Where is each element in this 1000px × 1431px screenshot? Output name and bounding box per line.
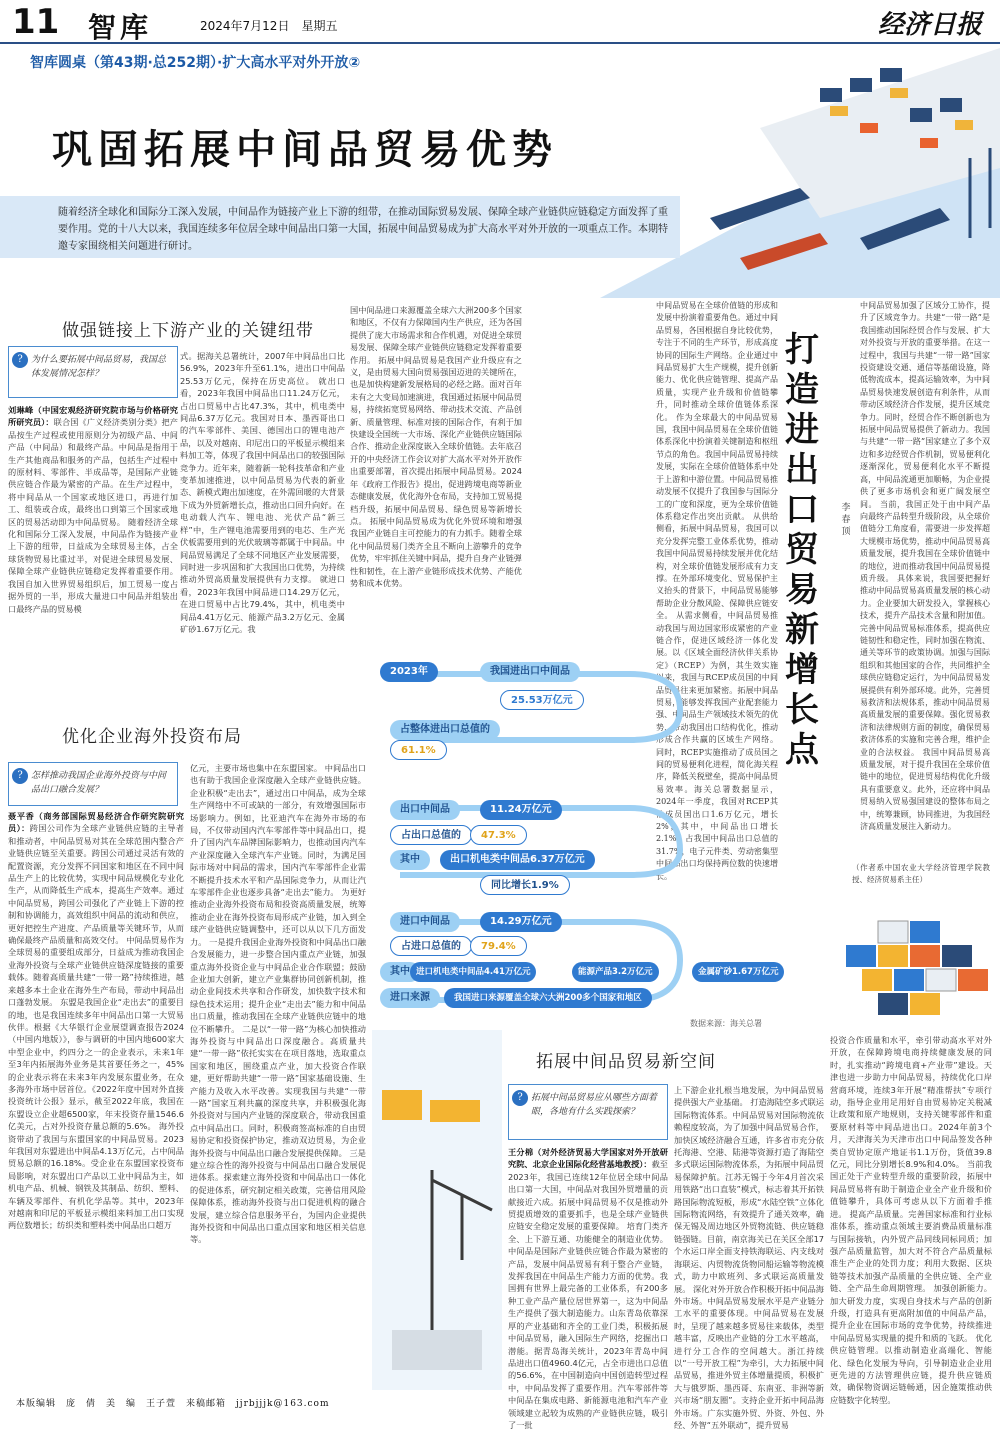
- section4-col1: [508, 1146, 668, 1430]
- ig-import-share-label: 占进口总值的: [390, 936, 472, 956]
- ig-export-sub: 出口机电类中间品6.37万亿元: [440, 850, 595, 870]
- section2-title: 优化企业海外投资布局: [62, 727, 242, 747]
- newspaper-logo: 经济日报: [877, 10, 982, 40]
- masthead: [0, 0, 1000, 44]
- question-icon: ?: [512, 1090, 528, 1106]
- section1-col1-text: 联合国《广义经济类别分类》把产品按生产过程或使用原则分为初级产品、中间产品（中间品）和最终产品。中间品是指用于生产其他商品和服务的产品，包括生产过程中的原材料、零部件、半成品等，是国际产业链供应链合作最为紧密的产品。在生产过程中，将中间品从一个国家或地区进口，再进行加工、组装或合成，最终出口到第三个国家或地区的贸易活动即为中间品贸易。 随着经济全球化和国际分工深入发展，中间品作为链接产业上下游的纽带，日益成为全球贸易主体，占全球货物贸易比重过半，对促进全球贸易发展、保障全球产业链供应链稳定发挥着重要作用。我国自加入世界贸易组织后，加工贸易一度占据外贸的一半，形成大量进口中间品并组装出口最终产品的贸易模: [8, 417, 178, 614]
- ig-total-label: 我国进出口中间品: [480, 662, 580, 682]
- section2-col1-text: 跨国公司作为全球产业链供应链的主导者和推动者，中间品贸易对其在全球范围内整合产业链供应链至关重要。跨国公司通过灵活有效的配置资源，充分发挥不同国家和地区在不同中间品生产上的比较优势，实现中间品规模化专业化生产，从而降低生产成本，提高生产效率。通过中间品贸易，跨国公司强化了产业链上下游的控制和协调能力，高效组织中间品的流动和供应，更好把控生产进度、产品质量等关键环节，从而确保最终产品质量和高效交付。 中间品贸易作为全球贸易的重要组成部分，日益成为推动我国企业海外投资与全球产业链供应链深度链接的重要载体。随着高质量共建“一带一路”持续推进，越来越多本土企业在海外生产布局，带动中间品出口蓬勃发展。 东盟是我国企业“走出去”的重要目的地，也是我国连续多年中间品出口第一大贸易伙伴。根据《大华银行企业展望调查报告2024（中国内地版）》，参与调研的中国内地600家大中型企业中，约四分之一的企业表示，未来1年至3年内拓展海外业务是其首要任务之一，45%的企业表示将在未来3年内发展东盟业务，在众多海外市场中居首位。《2022年度中国对外直接投资统计公报》显示，截至2022年底，我国在东盟设立企业超6500家，年末投资存量1546.6亿美元，占对外投资存量总额的5.6%。 海外投资带动了我国与东盟国家的中间品贸易。2023年我国对东盟进出中间品4.13万亿元，占中间品贸易总额的16.18%。受企业在东盟国家投资布局影响，对东盟出口产品以工业中间品为主，如机电产品、机械、钢铁及其制品、纺织、塑料、车辆及零部件、有机化学品等。其中，2023年对越南和印尼的平板显示模组来料加工出口实现两位数增长；纺织类和塑料类中间品出口超万: [8, 823, 184, 1231]
- section1-col1: [8, 404, 178, 654]
- section2-author: 聂平香（商务部国际贸易经济合作研究院研究员）：: [8, 811, 184, 834]
- ig-import-label: 进口中间品: [390, 912, 460, 932]
- section1-question: [8, 346, 178, 398]
- question-icon: ?: [12, 768, 28, 784]
- section4-col3: 投资合作质量和水平，牵引带动高水平对外开放，在保障跨境电商持续健康发展的同时，扎实推动“跨境电商+产业带”建设。天津也进一步助力中间品贸易，持续优化口岸营商环境，连续3年开展“精准帮扶”专项行动，指导企业用足用好自由贸易协定关税减让政策和原产地规则，支持关键零部件和重要原材料等中间品进出口。2024年前3个月，天津海关为天津市出口中间品签发各种类自贸协定原产地证书1.1万份，货值39.8亿元，同比分别增长8.9%和4.0%。 当前我国正处于产业转型升级的重要阶段，拓展中间品贸易将有助于制造企业全产业升级和价值链攀升，具体可考虑从以下方面着手推进。 提高产品质量。完善国家标准和行业标准体系，推动重点领域主要消费品质量标准与国际接轨，内外贸产品同线同标同质；加强产品质量监管，加大对不符合产品质量标准生产企业的处罚力度；利用大数据、区块链等技术加强产品质量的全供应链、全产业链、全产品生命周期管理。 加强创新能力。加大研发力度，实现自身技术与产品的创新升级，打造具有更高附加值的中间品产品，提升企业在国际市场的竞争优势，持续推进中间品贸易实现量的提升和质的飞跃。 优化供应链管理。以推动制造业高端化、智能化、绿色化发展为导向，引导制造业企业用更先进的方法管理供应链，提升供应链质效，确保物资调运链畅通，因企施策推动供应链数字化转型。: [830, 1035, 992, 1405]
- container-stack-illustration: [826, 905, 996, 1023]
- forum-line: 智库圆桌（第43期·总252期）·扩大高水平对外开放②: [30, 55, 361, 71]
- section1-question-text: 为什么要拓展中间品贸易，我国总体发展情况怎样？: [31, 355, 167, 379]
- ig-year: 2023年: [380, 662, 438, 682]
- section3-byline: 李春顶: [841, 503, 851, 537]
- section4-author: 王分棉（对外经济贸易大学国家对外开放研究院、北京企业国际化经营基地教授）：: [508, 1147, 668, 1170]
- section2-question-text: 怎样推动我国企业海外投资与中间品出口融合发展？: [31, 771, 167, 795]
- ig-export-label: 出口中间品: [390, 800, 460, 820]
- ig-origin: 我国进口来源覆盖全球六大洲200多个国家和地区: [444, 988, 652, 1008]
- page-headline: 巩固拓展中间品贸易优势: [52, 126, 558, 173]
- section2-question: [8, 762, 178, 806]
- port-illustration: [560, 48, 1000, 298]
- section-name: 智库: [88, 11, 153, 44]
- ig-source: 数据来源：海关总署: [690, 1019, 762, 1028]
- trade-infographic: [380, 660, 810, 1030]
- section3-col1-top: 中间品贸易在全球价值链的形成和发展中扮演着重要角色。通过中间品贸易，各国根据自身比较优势，专注于不同的生产环节，形成高度协同的国际生产网络。企业通过中间品贸易扩大生产规模，提升创新能力、优化供应链管理、提高产品质量，实现产业升级和价值链攀升，同时推动全球价值链体系深化。 作为全球最大的中间品贸易国，我国中间品贸易在全球价值链体系深化中扮演着关键制造和枢纽节点的角色。我国中间品贸易持续发展，实际在全球价值链体系中处于上游和中游位置。中间品贸易推动发展不仅提升了我国参与国际分工的广度和深度，更为全球价值链体系稳定作出突出贡献。 从供给侧看，拓展中间品贸易，我国可以充分发挥完整工业体系优势，推动我国中间品贸易持续发展并优化结构，对全球价值链发展形成有力支撑。在外部环境变化、贸易保护主义抬头的背景下，中间品贸易能够帮助企业分散风险、保障供应链安全。 从需求侧看，中间品贸易推动我国与周边国家形成紧密的产业链合作，促进区域经济一体化发展。以《区域全面经济伙伴关系协定》（RCEP）为例，其生效实施以来，我国与RCEP成员国的中间品贸易往来更加紧密。拓展中间品贸易，能够发挥我国产业配套能力强、中间品生产领域技术领先的优势，带动我国出口结构优化，推动形成合作共赢的区域生产网络。 同时，RCEP实施推动了成员国之间的贸易便利化进程，简化海关程序，降低关税壁垒，提高中间品贸易效率。海关总署数据显示，2024年一季度，我国对RCEP其他成员国出口1.6万亿元，增长2%，其中，中间品出口增长2.1%，占我国中间品出口总值的31.7%，电子元件类、劳动密集型中间品出口均保持两位数的快速增长。: [656, 301, 778, 881]
- ig-export-value: 11.24万亿元: [480, 800, 562, 820]
- section3-col2: 中间品贸易加强了区域分工协作，提升了区域竞争力。共建“一带一路”是我国推动国际经贸合作与发展、扩大对外投资与开放的重要举措。在这一过程中，我国与共建“一带一路”国家投资建设交通、通信等基础设施，降低物流成本，提高运输效率，为中间品贸易快速发展创造有利条件，从而带动区域经济合作发展，提升区域竞争力。同时，经贸合作不断创新也为拓展中间品贸易提供了新动力。我国与共建“一带一路”国家建立了多个双边和多边经贸合作机制，贸易便利化逐渐深化，贸易便利化水平不断提高，中间品流通更加顺畅，为企业提供了更多市场机会和更广阔发展空间。 当前，我国正处于由中间产品向最终产品转型升级阶段，从全球价值链分工角度看，需要进一步发挥超大规模市场优势，推动中间品贸易高质量发展，提升我国在全球价值链中的地位，进而推动我国中间品贸易提质升级。 具体来说，我国要把握好推动中间品贸易高质量发展的核心动力。企业要加大研发投入，掌握核心技术，提升产品技术含量和附加值。完善中间品贸易标准体系，提高供应链韧性和稳定性，同时加强在物流、通关等环节的政策协调。加强与国际组织和其他国家的合作，共同维护全球供应链稳定运行，为中间品贸易发展提供有利外部环境。此外，完善贸易救济和法规体系，推动中间品贸易高质量发展的重要保障。强化贸易救济和法律规则方面的制度，确保贸易救济体系的实施和完善合理，维护企业的合法权益。 我国中间品贸易高质量发展，对于提升我国在全球价值链中的地位，促进贸易结构优化升级具有重要意义。此外，还应将中间品贸易纳入贸易强国建设的整体布局之中，统筹兼顾，协同推进，为我国经济高质量发展注入新动力。: [860, 301, 990, 832]
- section2-col2: 亿元，主要市场也集中在东盟国家。 中间品出口也有助于我国企业深度融入全球产业链供应链。企业积极“走出去”，通过出口中间品，成为全球生产网络中不可或缺的一部分，有效增强国际市场影响力。例如，比亚迪汽车在海外市场的布局，不仅带动国内汽车零部件等中间品出口，提升了国内汽车品牌国际影响力，也推动国内汽车产业深度融入全球汽车产业链。同时，为满足国际市场对中间品的需求，国内汽车零部件企业需不断提升技术水平和产品国际竞争力，从而让汽车零部件企业也逐步具备“走出去”能力。 为更好推动企业海外投资布局和投资高质量发展，统筹推动企业在海外投资布局形成产业链，加入到全球产业链供应链调整中，还可以从以下几方面发力。 一是提升我国企业海外投资和中间品出口融合发展能力，进一步整合国内重点产业链，加强重点海外投资企业与中间品企业合作联盟；鼓励企业加大创新，建立产业集群协同创新机制，推动企业间技术共享和合作研发，加快数字技术和绿色技术运用；提升企业“走出去”能力和中间品出口质量，推动我国在全球产业链供应链中的地位不断攀升。 二是以“一带一路”为核心加快推动海外投资与中间品出口深度融合。高质量共建“一带一路”依托实实在在项目落地，选取重点国家和地区，围绕重点产业，加大投资合作联建，更好帮助共建“一带一路”国家基础设施、生产能力及收入水平改善。实现我国与共建“一带一路”国家互利共赢的深度共享，并积极强化海外投资对与国内产业链的深度联合，带动我国重点中间品出口。同时，积极商签高标准的自由贸易协定和投资保护协定，推动双边贸易，为企业海外投资与中间品出口融合发展提供保障。 三是建立综合性的海外投资与中间品出口融合发展促进体系。探索建立海外投资和中间品出口一体化的促进体系，研究制定相关政策，完善信用风险保障体系，推动海外投资与出口促进机构的融合发展，建立综合信息服务平台，为国内企业提供海外投资和中间品出口重点国家和地区相关信息等。: [190, 763, 366, 1245]
- ig-import-share: 79.4%: [470, 936, 527, 956]
- ig-import-item-2: 能源产品3.2万亿元: [572, 962, 659, 982]
- question-icon: ?: [12, 352, 28, 368]
- ig-import-item-1: 进口机电类中间品4.41万亿元: [410, 962, 536, 982]
- ig-origin-label: 进口来源: [380, 988, 440, 1008]
- ig-total-share: 61.1%: [390, 740, 447, 760]
- section1-col3: 国中间品进口来源覆盖全球六大洲200多个国家和地区，不仅有力保障国内生产供应，还为各国提供了庞大市场需求和合作机遇，对促进全球贸易发展、保障全球产业链供应链稳定发挥着重要作用。 拓展中间品贸易是我国产业升级应有之义，是由贸易大国向贸易强国迈进的关键所在，也是加快构建新发展格局的必经之路。面对百年未有之大变局加速演进，我国通过拓展中间品贸易，持续拓宽贸易网络、带动技术交流、产品创新、质量管理、标准对接的国际合作，有利于加快建设全国统一大市场、深化产业链供应链国际合作、推动企业深度嵌入全球价值链。去年底召开的中央经济工作会议对扩大高水平对外开放作出重要部署，首次提出拓展中间品贸易。2024年《政府工作报告》提出，促进跨境电商等新业态健康发展，优化海外仓布局，支持加工贸易提档升级，拓展中间品贸易、绿色贸易等新增长点。 拓展中间品贸易成为优化外贸环境和增强我国产业链自主可控能力的有力抓手。随着全球化中间品贸易门类齐全且不断向上游攀升的竞争优势，牢牢抓住关键中间品，提升自身产业链弹性和韧性，在上游产业链形成技术优势、产能优势和成本优势。: [350, 305, 522, 588]
- ig-import-item-3: 金属矿砂1.67万亿元: [692, 962, 784, 982]
- section4-question: [508, 1084, 668, 1140]
- ig-total-value: 25.53万亿元: [500, 690, 584, 710]
- port-illustration-svg: [560, 48, 1000, 298]
- ig-total-share-label: 占整体进出口总值的: [390, 720, 500, 740]
- section4-title: 拓展中间品贸易新空间: [536, 1052, 716, 1072]
- page-footer: 本版编辑 庞 倩 美 编 王子萱 来稿邮箱 jjrbjjjk@163.com: [16, 1399, 330, 1409]
- section2-col1: [8, 810, 184, 1390]
- section3-author-note: （作者系中国农业大学经济管理学院教授、经济贸易系主任）: [852, 863, 990, 885]
- section1-author: 刘琳峰（中国宏观经济研究院市场与价格研究所研究员）：: [8, 405, 178, 428]
- ig-export-share: 47.3%: [470, 825, 527, 845]
- page-number: 11: [12, 2, 60, 42]
- ig-export-growth: 同比增长1.9%: [480, 875, 570, 895]
- crane-illustration: [372, 1030, 502, 1390]
- section4-question-text: 拓展中间品贸易应从哪些方面着眼，各地有什么实践探索？: [531, 1093, 658, 1117]
- section4-col1-text: 截至2023年，我国已连续12年位居全球中间品出口第一大国，中间品对我国外贸增量的贡献接近六成。拓展中间品贸易不仅是推动外贸提质增效的重要抓手，也是全球产业链供应链安全稳定发展的重要保障。 培育门类齐全、上下游互通、功能健全的制造业优势。中间品是国际产业链供应链合作最为紧密的产品，发展中间品贸易有利于整合产业链，发挥我国在中间品生产能力方面的优势。我国拥有世界上最完备的工业体系，有200多种工业产品产量位居世界第一，这为中间品生产提供了强大制造能力。山东青岛依靠深厚的产业基础和齐全的工业门类，积极拓展中间品贸易，融入国际生产网络，挖掘出口潜能。据青岛海关统计，2023年青岛中间品进出口值4960.4亿元，占全市进出口总值的56.6%，在中国制造向中国创造转型过程中，中间品发挥了重要作用。汽车零部件等中间品在集成电路、新能源电池和汽车产业领域建立起较为成熟的产业链供应链，吸引了一批: [508, 1159, 668, 1430]
- section4-col2: 上下游企业扎根当地发展，为中间品贸易提供强大产业基础。 打造海陆空多式联运国际物流体系。中间品贸易对国际物流依赖程度较高，为了加强中间品贸易合作，加快区域经济融合互通，许多省市充分依托海港、空港、陆港等资源打造了海陆空多式联运国际物流体系，为拓展中间品贸易保障护航。江苏无锡于今年4月首次采用铁路“出口直装”模式，标志着其开拓铁路国际物流短板，形成“水陆空铁”立体化国际物流网络，有效提升了通关效率，确保无锡及周边地区外贸物流链、供应链稳链强链。目前，南京海关已在关区全部17个水运口岸全面支持铁海联运、内支线对海联运、内贸物流货物同船运输等物流模式，助力中欧班列、多式联运高质量发展。 深化对外开放合作积极开拓中间品海外市场。中间品贸易发展水平是产业链分工水平的重要体现。中间品贸易在发展时，呈现了越来越多贸易往来载体，类型越丰富，反映出产业链的分工水平越高，进行分工合作的空间越大。浙江持续以“一号开放工程”为牵引，大力拓展中间品贸易，推进外贸主体增量提质，积极扩大与俄罗斯、墨西哥、东南亚、非洲等新兴市场“朋友圈”。支持企业开拓中间品海外市场。广东实施外贸、外资、外包、外经、外智“五外联动”，提升贸易: [674, 1085, 824, 1430]
- intro-block: 随着经济全球化和国际分工深入发展，中间品作为链接产业上下游的纽带，在推动国际贸易发展、保障全球产业链供应链稳定方面发挥了重要作用。党的十八大以来，我国连续多年位居全球中间品出口第一大国，拓展中间品贸易成为扩大高水平对外开放的一项重点工作。本期特邀专家围绕相关问题进行研讨。: [0, 196, 680, 258]
- ig-export-share-label: 占出口总值的: [390, 825, 472, 845]
- ig-import-value: 14.29万亿元: [480, 912, 562, 932]
- ig-export-sub-label: 其中: [390, 850, 430, 870]
- issue-date: 2024年7月12日 星期五: [200, 19, 338, 33]
- section1-title: 做强链接上下游产业的关键纽带: [62, 321, 314, 341]
- section1-col2: 式。据海关总署统计，2007年中间品出口比56.9%，2023年升至61.1%，进出口中间品25.53万亿元，保持在历史高位。 就出口看，2023年我国中间品出口11.24万亿元，占出口贸易中占比47.3%，其中，机电类中间品6.37万亿元。我国对日本、墨西哥出口的汽车零部件、美国、德国出口的锂电池产品，以及对越南、印尼出口的平板显示模组来料加工等，体现了我国中间品出口的较强国际竞争力。近年来，随着新一轮科技革命和产业变革加速推进，以中间品贸易为代表的新业态、新模式跑出加速度，在外需回暖的大背景下成为外贸新增长点，推动出口回升向好。在电动载人汽车、锂电池、光伏产品“新三样”中，生产锂电池需要用到的电芯、生产光伏板需要用到的光伏玻璃等都属于中间品。中间品贸易满足了全球不同地区产业发展需要，同时进一步巩固和扩大我国出口优势，为持续推动外贸高质量发展提供有力支撑。 就进口看，2023年我国中间品进口14.29万亿元，在进口贸易中占比79.4%，其中，机电类中间品4.41万亿元、能源产品3.2万亿元、金属矿砂1.67万亿元。我: [180, 351, 345, 634]
- ig-import-sub-label: 其中: [380, 962, 420, 982]
- section3-title: 打造进出口贸易新增长点: [785, 330, 819, 770]
